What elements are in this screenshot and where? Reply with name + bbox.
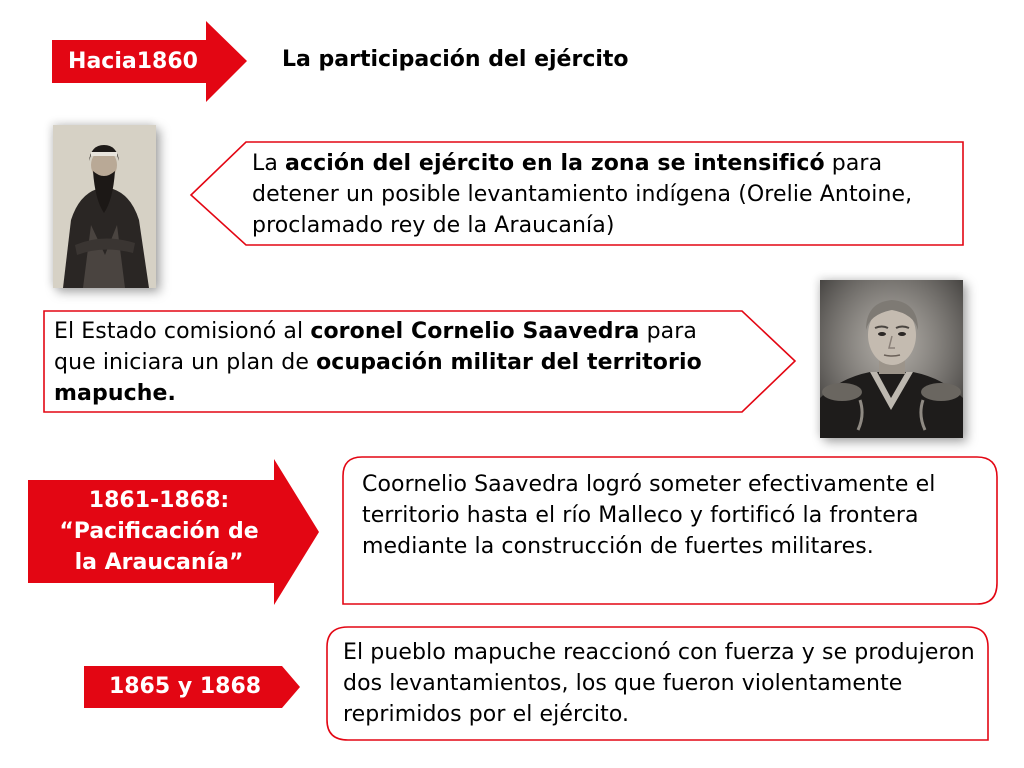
portrait-military-officer-icon — [820, 280, 963, 438]
callout-text-malleco: Coornelio Saavedra logró someter efectivamente el territorio hasta el río Malleco y fortificó la frontera mediante la construcción de fuertes militares. — [362, 472, 936, 559]
slide-title: La participación del ejército — [282, 47, 629, 72]
callout-text-mapuche-uprisings: El pueblo mapuche reaccionó con fuerza y se produjeron dos levantamientos, los que fueron violentamente reprimidos por el ejército. — [343, 640, 975, 727]
pacification-tag-line1: 1861-1868: — [88, 488, 230, 513]
callout-text-saavedra-commission — [54, 316, 739, 409]
portrait-photo-1 — [53, 125, 156, 288]
pacification-tag-line2: “Pacificación de — [59, 519, 259, 544]
box1-text-post: para detener un posible levantamiento indígena (Orelie Antoine, proclamado rey de la Araucanía) — [252, 151, 913, 238]
pacification-date-tag — [28, 485, 290, 578]
portrait-bearded-man-icon — [53, 125, 156, 288]
box2-text-mid: para que iniciara un plan de — [54, 319, 697, 375]
uprisings-date-tag: 1865 y 1868 — [108, 674, 262, 699]
box2-text-bold2: ocupación militar del territorio mapuche. — [54, 350, 702, 406]
header-date-tag: Hacia1860 — [68, 49, 198, 74]
box1-text-bold: acción del ejército en la zona se intensificó — [285, 151, 825, 176]
box1-text-pre: La — [252, 151, 286, 176]
box2-text-bold1: coronel Cornelio Saavedra — [310, 319, 640, 344]
callout-text-army-action — [252, 148, 952, 241]
pacification-tag-line3: la Araucanía” — [74, 550, 244, 575]
portrait-photo-2 — [820, 280, 963, 438]
box2-text-pre: El Estado comisionó al — [54, 319, 311, 344]
